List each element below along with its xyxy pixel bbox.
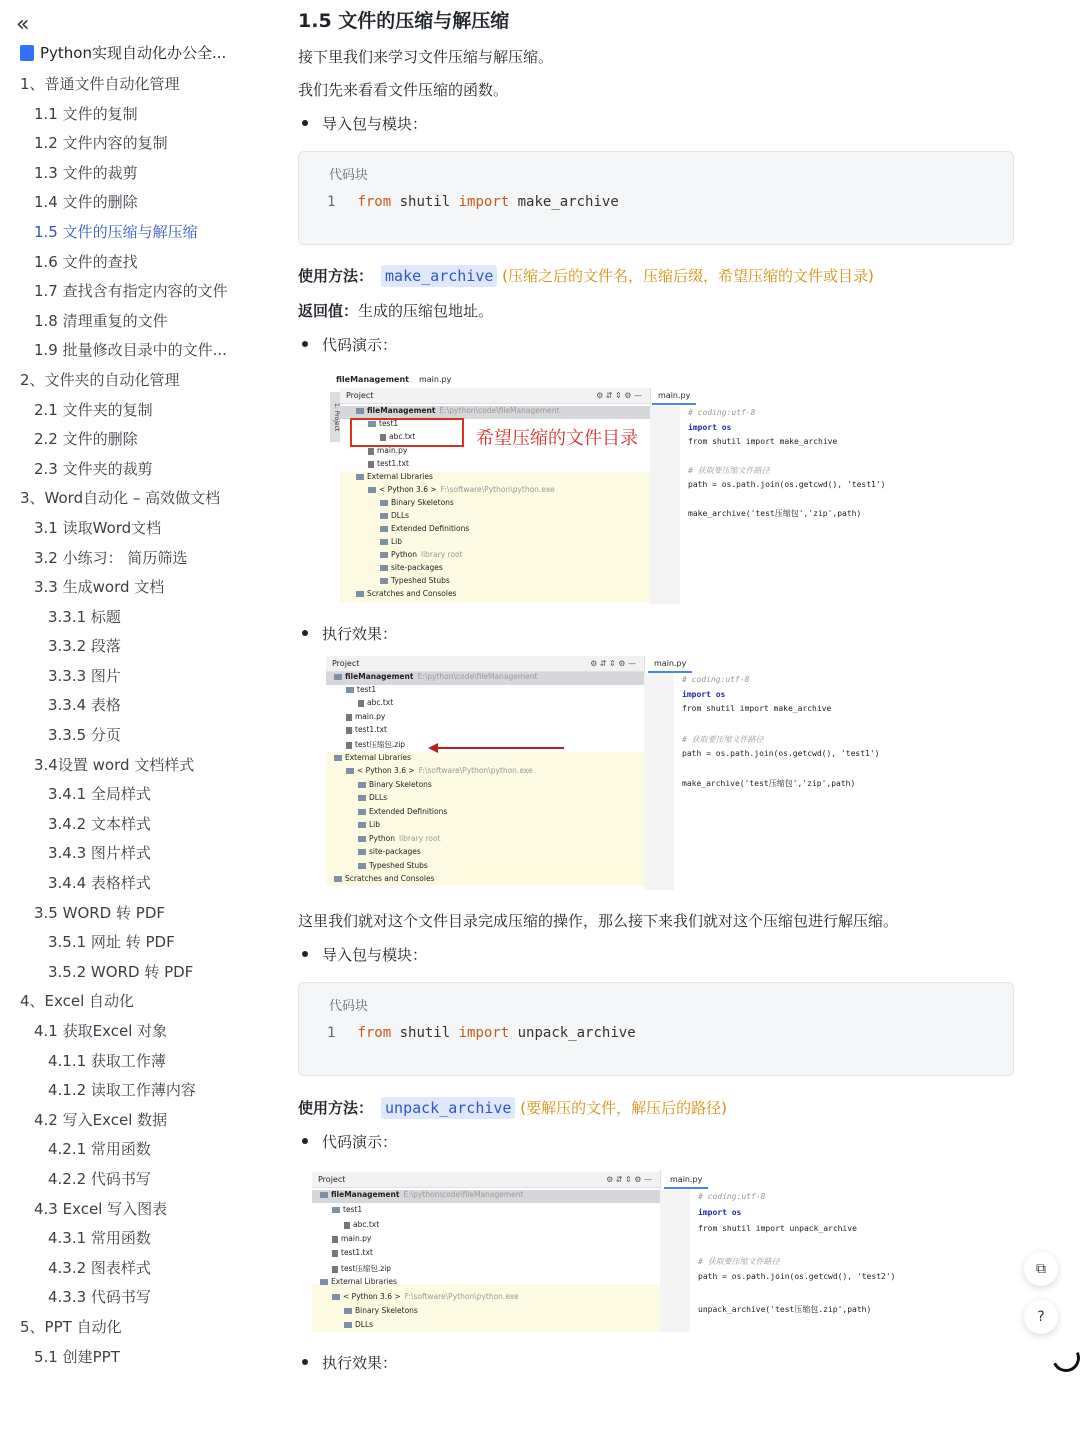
code-line: # coding:utf-8 xyxy=(688,408,756,417)
tree-item xyxy=(334,874,434,887)
file-icon xyxy=(332,1236,338,1243)
code-line: import os xyxy=(688,423,732,432)
code-block-1[interactable] xyxy=(298,151,1014,245)
item-label: site-packages xyxy=(369,847,421,856)
item-label: Python xyxy=(369,834,395,843)
tree-item xyxy=(380,511,409,524)
tree-item xyxy=(346,766,533,779)
item-label: abc.txt xyxy=(367,698,394,707)
keyword: from xyxy=(357,1025,392,1041)
bullet-demo xyxy=(302,334,397,355)
bullet-dot xyxy=(302,1138,308,1144)
editor-tab: main.py xyxy=(652,388,696,405)
file-icon xyxy=(358,700,364,707)
file-icon xyxy=(344,1222,350,1229)
item-hint: F:\software\Python\python.exe xyxy=(440,485,555,494)
bullet-dot xyxy=(302,1359,308,1365)
line-gutter xyxy=(660,1190,690,1332)
toc-item[interactable]: 4.1 获取Excel 对象 xyxy=(34,1022,168,1040)
tree-item xyxy=(358,780,432,793)
folder-icon xyxy=(334,876,342,882)
table-of-contents xyxy=(0,70,262,1372)
item-label: site-packages xyxy=(391,563,443,572)
toc-item[interactable]: 2、文件夹的自动化管理 xyxy=(20,370,180,389)
item-label: Lib xyxy=(369,820,381,829)
folder-icon xyxy=(358,822,366,828)
item-label: External Libraries xyxy=(367,472,433,481)
usage-label: 使用方法： xyxy=(298,267,374,285)
toc-item[interactable]: 4.3.1 常用函数 xyxy=(48,1229,151,1248)
root-path: E:\python\code\fileManagement xyxy=(417,672,538,681)
return-text: 生成的压缩包地址。 xyxy=(358,302,494,320)
folder-icon xyxy=(358,782,366,788)
section-title: 1.5 文件的压缩与解压缩 xyxy=(298,10,510,32)
root-name: fileManagement xyxy=(345,672,414,681)
line-gutter xyxy=(644,673,674,890)
item-label: test1.txt xyxy=(341,1248,373,1257)
toc-item[interactable]: 5.1 创建PPT xyxy=(34,1347,120,1366)
tree-item xyxy=(358,698,393,711)
item-label: Typeshed Stubs xyxy=(391,576,450,585)
help-icon[interactable]: ? xyxy=(1024,1300,1058,1334)
tree-item xyxy=(356,472,433,485)
code-block-label: 代码块 xyxy=(329,999,369,1014)
toc-item[interactable]: 1.2 文件内容的复制 xyxy=(34,134,168,153)
toc-item[interactable]: 3.4.2 文本样式 xyxy=(48,814,151,833)
editor-tab: main.py xyxy=(648,656,692,673)
code-line: make_archive('test压缩包','zip',path) xyxy=(688,509,862,518)
project-tab: Project xyxy=(332,659,360,668)
item-label: External Libraries xyxy=(331,1277,397,1286)
toc-item[interactable]: 2.2 文件的删除 xyxy=(34,430,138,449)
tree-item xyxy=(358,847,421,860)
item-label: External Libraries xyxy=(345,753,411,762)
code-line: # coding:utf-8 xyxy=(698,1192,766,1201)
usage-label: 使用方法： xyxy=(298,1099,374,1117)
project-toolbar xyxy=(326,656,644,672)
toc-item[interactable]: 2.3 文件夹的裁剪 xyxy=(34,459,153,478)
annotation-box xyxy=(350,418,464,447)
item-label: Lib xyxy=(391,537,403,546)
bullet-text: 执行效果： xyxy=(322,625,398,643)
code-line: from shutil import make_archive xyxy=(682,704,832,713)
ide-screenshot-2 xyxy=(326,656,988,890)
tree-item xyxy=(344,1320,373,1332)
item-label: abc.txt xyxy=(353,1220,380,1229)
project-toolbar xyxy=(340,388,650,404)
outline-sidebar xyxy=(0,0,262,1443)
file-icon xyxy=(332,1250,338,1257)
code-line: unpack_archive('test压缩包.zip',path) xyxy=(698,1305,872,1314)
tree-item xyxy=(368,446,407,459)
code-line: path = os.path.join(os.getcwd(), 'test2') xyxy=(698,1272,896,1281)
item-label: Extended Definitions xyxy=(369,807,448,816)
bullet-text: 导入包与模块： xyxy=(322,115,428,133)
line-gutter xyxy=(650,406,680,604)
toc-item[interactable]: 3.3.3 图片 xyxy=(48,666,121,685)
inline-code: unpack_archive xyxy=(381,1097,515,1119)
file-icon xyxy=(346,742,352,749)
toolbar-icons: ⚙ ⇵ ⇕ ⚙ — xyxy=(590,659,636,668)
item-hint: library root xyxy=(421,550,463,559)
folder-icon xyxy=(380,526,388,532)
bullet-text: 导入包与模块： xyxy=(322,946,428,964)
toc-item[interactable]: 4.3 Excel 写入图表 xyxy=(34,1199,168,1218)
item-label: test1 xyxy=(357,685,377,694)
item-label: test1.txt xyxy=(355,725,387,734)
code-line: from shutil import unpack_archive xyxy=(698,1224,857,1233)
item-hint: F:\software\Python\python.exe xyxy=(418,766,533,775)
tree-root xyxy=(334,672,537,685)
breadcrumb-file: main.py xyxy=(418,374,452,384)
file-icon xyxy=(368,461,374,468)
usage-line-2 xyxy=(298,1097,727,1118)
root-path: E:\python\code\fileManagement xyxy=(439,406,560,415)
toc-item[interactable]: 4.3.2 图表样式 xyxy=(48,1258,151,1277)
bullet-dot xyxy=(302,630,308,636)
item-label: test1 xyxy=(343,1205,363,1214)
code-line: path = os.path.join(os.getcwd(), 'test1') xyxy=(688,480,886,489)
toc-item[interactable]: 5、PPT 自动化 xyxy=(20,1317,122,1336)
code-line: import os xyxy=(698,1208,742,1217)
folder-icon xyxy=(334,674,342,680)
usage-args: (压缩之后的文件名，压缩后缀，希望压缩的文件或目录) xyxy=(502,267,874,285)
inline-code: make_archive xyxy=(381,265,497,287)
folder-icon xyxy=(344,1308,352,1314)
item-label: abc.txt xyxy=(389,432,416,441)
toc-item[interactable]: 3.3.5 分页 xyxy=(48,726,121,745)
intro-paragraph: 接下里我们来学习文件压缩与解压缩。 xyxy=(298,48,554,66)
item-label: Binary Skeletons xyxy=(369,780,432,789)
toc-item[interactable]: 3.3.4 表格 xyxy=(48,696,121,715)
toc-item[interactable]: 4.1.1 获取工作薄 xyxy=(48,1051,166,1070)
toc-item[interactable]: 4.2.1 常用函数 xyxy=(48,1140,151,1159)
item-label: main.py xyxy=(355,712,386,721)
ide-screenshot-1 xyxy=(330,372,986,604)
tree-item xyxy=(346,725,387,738)
toc-item[interactable]: 4.1.2 读取工作薄内容 xyxy=(48,1081,196,1100)
module-name: shutil xyxy=(399,194,451,210)
folder-icon xyxy=(380,513,388,519)
tree-item xyxy=(358,820,380,833)
toc-item[interactable]: 1.3 文件的裁剪 xyxy=(34,163,138,182)
toc-item[interactable]: 1、普通文件自动化管理 xyxy=(20,75,180,93)
tree-item xyxy=(334,753,411,766)
item-label: main.py xyxy=(341,1234,372,1243)
code-block-2[interactable] xyxy=(298,982,1014,1076)
toc-item[interactable]: 3.1 读取Word文档 xyxy=(34,518,162,537)
root-name: fileManagement xyxy=(331,1190,400,1199)
item-label: < Python 3.6 > xyxy=(379,485,437,494)
toc-item[interactable]: 3.2 小练习： 简历筛选 xyxy=(34,548,188,567)
folder-icon xyxy=(358,849,366,855)
item-label: Extended Definitions xyxy=(391,524,470,533)
usage-line-1 xyxy=(298,265,874,286)
keyword: import xyxy=(458,194,510,210)
tree-item xyxy=(332,1205,362,1218)
item-label: Scratches and Consoles xyxy=(345,874,435,883)
project-side-tab: 1: Project xyxy=(330,392,340,442)
code-line: # 获取要压缩文件路径 xyxy=(698,1257,780,1266)
folder-icon xyxy=(380,578,388,584)
tree-item xyxy=(346,739,405,752)
toolbar-icons: ⚙ ⇵ ⇕ ⚙ — xyxy=(596,391,642,400)
bullet-demo-2 xyxy=(302,1131,397,1152)
line-number: 1 xyxy=(327,1025,336,1041)
tree-item xyxy=(380,524,469,537)
item-hint: library root xyxy=(399,834,441,843)
folder-icon xyxy=(334,755,342,761)
folder-icon xyxy=(356,591,364,597)
folder-icon xyxy=(344,1322,352,1328)
ide-screenshot-3 xyxy=(312,1170,1002,1332)
tree-item xyxy=(332,1263,391,1276)
tree-item xyxy=(380,550,463,563)
tree-item xyxy=(346,685,376,698)
project-tab: Project xyxy=(318,1175,346,1184)
toc-item[interactable]: 3.4.3 图片样式 xyxy=(48,844,151,863)
bullet-dot xyxy=(302,951,308,957)
item-label: DLLs xyxy=(391,511,410,520)
bullet-text: 代码演示： xyxy=(322,1133,398,1151)
module-name: shutil xyxy=(399,1025,451,1041)
project-pane xyxy=(326,656,645,890)
editor-tab: main.py xyxy=(664,1172,708,1189)
toc-item[interactable]: 3.5.1 网址 转 PDF xyxy=(48,933,175,952)
folder-icon xyxy=(358,809,366,815)
folder-icon xyxy=(332,1294,340,1300)
red-arrow xyxy=(436,747,564,749)
file-icon xyxy=(346,714,352,721)
tree-item xyxy=(344,1306,418,1319)
tree-item xyxy=(358,807,447,820)
toc-item[interactable]: 3.3 生成word 文档 xyxy=(34,578,165,597)
project-tab: Project xyxy=(346,391,374,400)
folder-icon xyxy=(358,795,366,801)
tree-item xyxy=(332,1248,373,1261)
bullet-dot xyxy=(302,120,308,126)
tree-item xyxy=(380,498,454,511)
toc-item[interactable]: 3.4.4 表格样式 xyxy=(48,874,151,893)
loading-spinner-icon xyxy=(1048,1340,1080,1376)
item-label: test1 xyxy=(379,419,399,428)
toc-item[interactable]: 3.4设置 word 文档样式 xyxy=(34,755,195,774)
ide-breadcrumb xyxy=(336,372,451,386)
item-label: Typeshed Stubs xyxy=(369,861,428,870)
item-label: main.py xyxy=(377,446,408,455)
toc-item[interactable]: 4、Excel 自动化 xyxy=(20,992,135,1011)
item-label: Scratches and Consoles xyxy=(367,589,457,598)
code-line: # 获取要压缩文件路径 xyxy=(682,735,764,744)
root-name: fileManagement xyxy=(367,406,436,415)
toc-item[interactable]: 3.3.1 标题 xyxy=(48,607,121,626)
toc-item[interactable]: 1.4 文件的删除 xyxy=(34,193,138,212)
toc-item[interactable]: 1.1 文件的复制 xyxy=(34,104,138,123)
toc-item[interactable]: 1.8 清理重复的文件 xyxy=(34,311,168,330)
folder-icon xyxy=(320,1192,328,1198)
code-line: make_archive('test压缩包','zip',path) xyxy=(682,779,856,788)
folder-icon xyxy=(320,1279,328,1285)
toc-item[interactable]: 1.5 文件的压缩与解压缩 xyxy=(34,222,198,241)
item-label: test1.txt xyxy=(377,459,409,468)
toc-item[interactable]: 1.7 查找含有指定内容的文件 xyxy=(34,282,228,301)
tree-item xyxy=(344,1220,379,1233)
bullet-result xyxy=(302,623,397,644)
toc-item[interactable]: 4.3.3 代码书写 xyxy=(48,1288,151,1307)
import-name: make_archive xyxy=(517,194,619,210)
file-icon xyxy=(346,727,352,734)
toc-item[interactable]: 3、Word自动化 – 高效做文档 xyxy=(20,489,221,508)
folder-icon xyxy=(356,474,364,480)
usage-args: (要解压的文件，解压后的路径) xyxy=(520,1099,727,1117)
toc-item[interactable]: 1.6 文件的查找 xyxy=(34,252,138,271)
item-label: DLLs xyxy=(355,1320,374,1329)
folder-icon xyxy=(380,552,388,558)
collapse-sidebar-icon[interactable]: « xyxy=(16,12,30,37)
project-toolbar xyxy=(312,1172,660,1188)
line-number: 1 xyxy=(327,194,336,210)
tree-item xyxy=(346,712,385,725)
folder-icon xyxy=(356,408,364,414)
document-title: Python实现自动化办公全... xyxy=(40,44,227,62)
tree-item xyxy=(358,793,387,806)
tree-item xyxy=(356,589,456,602)
return-label: 返回值： xyxy=(298,302,359,320)
toc-item[interactable]: 3.5 WORD 转 PDF xyxy=(34,903,165,922)
item-label: Binary Skeletons xyxy=(355,1306,418,1315)
code-block-label: 代码块 xyxy=(329,168,369,183)
tree-item xyxy=(332,1234,371,1247)
bullet-text: 代码演示： xyxy=(322,336,398,354)
toc-item[interactable]: 4.2 写入Excel 数据 xyxy=(34,1110,168,1129)
item-label: < Python 3.6 > xyxy=(343,1292,401,1301)
bullet-result-2 xyxy=(302,1352,397,1373)
project-pane xyxy=(312,1170,661,1332)
code-line: path = os.path.join(os.getcwd(), 'test1') xyxy=(682,749,880,758)
keyword: import xyxy=(458,1025,510,1041)
folder-icon xyxy=(380,539,388,545)
tree-item xyxy=(380,537,402,550)
code-line: from shutil import make_archive xyxy=(688,437,838,446)
root-path: E:\python\code\fileManagement xyxy=(403,1190,524,1199)
toc-item[interactable]: 3.3.2 段落 xyxy=(48,637,121,656)
code-line: # 获取要压缩文件路径 xyxy=(688,466,770,475)
code-line xyxy=(327,194,619,210)
toc-item[interactable]: 1.9 批量修改目录中的文件... xyxy=(34,341,227,360)
item-label: test压缩包.zip xyxy=(341,1264,392,1273)
document-title-link[interactable] xyxy=(20,42,256,63)
project-pane xyxy=(340,388,651,604)
folder-icon xyxy=(380,500,388,506)
toc-item[interactable]: 3.5.2 WORD 转 PDF xyxy=(48,962,194,981)
intro-paragraph-2: 我们先来看看文件压缩的函数。 xyxy=(298,81,509,99)
folder-icon xyxy=(346,768,354,774)
import-name: unpack_archive xyxy=(517,1025,636,1041)
tree-item xyxy=(380,576,450,589)
tree-item xyxy=(358,861,428,874)
bullet-text: 执行效果： xyxy=(322,1354,398,1372)
tree-item xyxy=(358,834,441,847)
return-line xyxy=(298,300,493,321)
folder-icon xyxy=(358,836,366,842)
folder-icon xyxy=(380,565,388,571)
folder-icon xyxy=(332,1207,340,1213)
copy-icon[interactable]: ⧉ xyxy=(1024,1252,1058,1286)
item-label: < Python 3.6 > xyxy=(357,766,415,775)
item-hint: F:\software\Python\python.exe xyxy=(404,1292,519,1301)
code-line: import os xyxy=(682,690,726,699)
toc-item[interactable]: 2.1 文件夹的复制 xyxy=(34,400,153,419)
breadcrumb-project: fileManagement xyxy=(336,374,409,384)
file-icon xyxy=(332,1266,338,1273)
keyword: from xyxy=(357,194,392,210)
tree-item xyxy=(332,1292,519,1305)
code-line xyxy=(327,1025,636,1041)
summary-paragraph: 这里我们就对这个文件目录完成压缩的操作，那么接下来我们就对这个压缩包进行解压缩。 xyxy=(298,912,899,930)
tree-root xyxy=(320,1190,523,1203)
item-label: test压缩包.zip xyxy=(355,740,406,749)
tree-item xyxy=(368,485,555,498)
tree-item xyxy=(380,563,443,576)
folder-icon xyxy=(368,487,376,493)
annotation-text: 希望压缩的文件目录 xyxy=(476,428,638,449)
bullet-import-2 xyxy=(302,944,427,965)
tree-item xyxy=(368,459,409,472)
code-line: # coding:utf-8 xyxy=(682,675,750,684)
folder-icon xyxy=(346,687,354,693)
toc-item[interactable]: 3.4.1 全局样式 xyxy=(48,785,151,804)
file-icon xyxy=(368,448,374,455)
item-label: Python xyxy=(391,550,417,559)
tree-item xyxy=(320,1277,397,1290)
red-arrowhead xyxy=(428,743,438,753)
toc-item[interactable]: 4.2.2 代码书写 xyxy=(48,1169,151,1188)
bullet-import xyxy=(302,113,427,134)
item-label: Binary Skeletons xyxy=(391,498,454,507)
item-label: DLLs xyxy=(369,793,388,802)
document-icon xyxy=(20,45,34,61)
bullet-dot xyxy=(302,341,308,347)
folder-icon xyxy=(358,863,366,869)
toolbar-icons: ⚙ ⇵ ⇕ ⚙ — xyxy=(606,1175,652,1184)
